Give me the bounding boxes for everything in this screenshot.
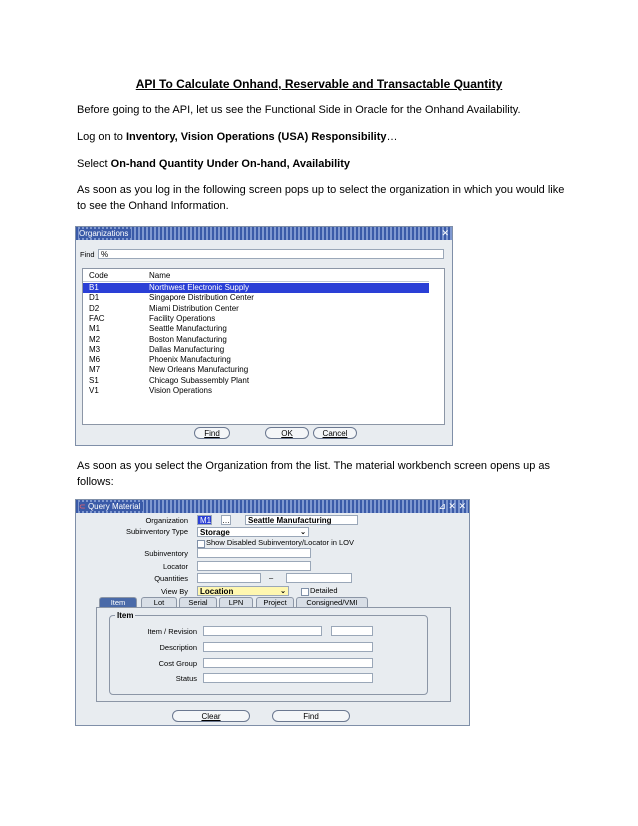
status-label: Status <box>175 674 197 683</box>
clear-button[interactable]: Clear <box>172 710 250 722</box>
tab-consigned-vmi[interactable]: Consigned/VMI <box>296 597 368 608</box>
org-code: M1 <box>89 324 101 334</box>
document-title: API To Calculate Onhand, Reservable and Transactable Quantity <box>135 77 503 91</box>
list-item[interactable] <box>83 293 429 303</box>
organization-name-field: Seattle Manufacturing <box>245 515 358 525</box>
org-code: M2 <box>89 334 101 344</box>
org-name: Facility Operations <box>149 313 216 323</box>
item-revision-label: Item / Revision <box>147 627 197 636</box>
ok-button[interactable]: OK <box>265 427 309 439</box>
revision-field[interactable] <box>331 626 373 636</box>
tab-lot[interactable]: Lot <box>141 597 177 608</box>
quantities-label: Quantities <box>154 574 188 583</box>
tab-project[interactable]: Project <box>256 597 294 608</box>
select-paragraph: Select On-hand Quantity Under On-hand, Availability <box>77 158 351 170</box>
org-code: FAC <box>89 313 105 323</box>
organizations-titlebar <box>76 227 452 240</box>
find-button[interactable]: Find <box>194 427 230 439</box>
list-item[interactable] <box>83 324 429 334</box>
org-name: Singapore Distribution Center <box>149 293 254 303</box>
list-item[interactable] <box>83 335 429 345</box>
column-header-code: Code <box>89 271 109 280</box>
description-field[interactable] <box>203 642 373 652</box>
locator-label: Locator <box>162 562 188 571</box>
detailed-checkbox[interactable] <box>301 588 309 596</box>
org-code: M7 <box>89 365 101 375</box>
quantity-from-field[interactable] <box>197 573 261 583</box>
intro-paragraph: Before going to the API, let us see the Functional Side in Oracle for the Onhand Availability. <box>77 104 521 116</box>
organizations-title: Organizations <box>79 229 131 238</box>
status-field[interactable] <box>203 673 373 683</box>
chevron-down-icon: ⌄ <box>280 588 286 595</box>
cancel-button[interactable]: Cancel <box>313 427 357 439</box>
locator-field[interactable] <box>197 561 311 571</box>
org-name: Dallas Manufacturing <box>149 344 225 354</box>
org-screen-paragraph: As soon as you log in the following screen pops up to select the organization in which you would like to see the Onhand Information. <box>77 184 565 212</box>
list-item[interactable] <box>83 283 429 293</box>
org-code: B1 <box>89 283 99 292</box>
view-by-select[interactable]: Location ⌄ <box>197 586 289 596</box>
query-material-window <box>75 499 470 726</box>
close-icon[interactable]: ✕ <box>441 228 449 238</box>
org-code: M3 <box>89 344 101 354</box>
item-tab-panel <box>96 607 451 702</box>
query-material-titlebar <box>76 500 469 513</box>
subinventory-type-select[interactable]: Storage ⌄ <box>197 527 309 537</box>
item-group-label: Item <box>117 611 134 620</box>
list-item[interactable] <box>83 365 429 375</box>
org-code: S1 <box>89 375 99 385</box>
subinventory-field[interactable] <box>197 548 311 558</box>
query-material-title: ⊂ Query Material <box>79 502 143 511</box>
cost-group-field[interactable] <box>203 658 373 668</box>
find-label: Find <box>80 250 95 259</box>
list-item[interactable] <box>83 355 429 365</box>
org-name: Seattle Manufacturing <box>149 324 227 334</box>
list-item[interactable] <box>83 376 429 386</box>
show-disabled-label: Show Disabled Subinventory/Locator in LOV <box>206 538 355 547</box>
org-name: Northwest Electronic Supply <box>149 283 250 292</box>
chevron-down-icon: ⌄ <box>300 529 306 536</box>
org-code: D2 <box>89 303 100 313</box>
list-item[interactable] <box>83 345 429 355</box>
tab-item[interactable]: Item <box>99 597 137 608</box>
view-by-label: View By <box>161 587 188 596</box>
lov-button[interactable]: … <box>222 516 230 525</box>
subinventory-type-label: Subinventory Type <box>126 527 188 536</box>
list-item[interactable] <box>83 314 429 324</box>
detailed-label: Detailed <box>310 586 338 595</box>
organizations-window <box>75 226 453 446</box>
list-item[interactable] <box>83 386 429 396</box>
subinventory-label: Subinventory <box>144 549 188 558</box>
org-name: Phoenix Manufacturing <box>149 355 231 365</box>
org-code: M6 <box>89 355 101 365</box>
logon-paragraph: Log on to Inventory, Vision Operations (USA) Responsibility… <box>77 131 398 143</box>
find-input[interactable]: % <box>98 249 444 259</box>
organization-label: Organization <box>145 516 188 525</box>
organization-list <box>82 268 445 425</box>
window-controls-icon[interactable]: ⊿ ✕ ✕ <box>438 501 466 511</box>
org-code: D1 <box>89 293 100 303</box>
org-name: Miami Distribution Center <box>149 303 239 313</box>
quantity-range-dash: – <box>269 573 274 582</box>
item-field[interactable] <box>203 626 322 636</box>
org-name: Boston Manufacturing <box>149 334 227 344</box>
organization-code-field[interactable]: M1 <box>197 515 212 525</box>
show-disabled-checkbox[interactable] <box>197 540 205 548</box>
quantity-to-field[interactable] <box>286 573 352 583</box>
description-label: Description <box>159 643 197 652</box>
cost-group-label: Cost Group <box>158 659 197 668</box>
column-header-name: Name <box>149 271 171 280</box>
org-name: New Orleans Manufacturing <box>149 365 249 375</box>
workbench-paragraph: As soon as you select the Organization from the list. The material workbench screen opens up as follows: <box>77 460 551 488</box>
org-name: Vision Operations <box>149 386 212 395</box>
list-item[interactable] <box>83 304 429 314</box>
list-header <box>83 271 429 281</box>
org-name: Chicago Subassembly Plant <box>149 375 250 385</box>
org-code: V1 <box>89 386 99 395</box>
tab-serial[interactable]: Serial <box>179 597 217 608</box>
find-button[interactable]: Find <box>272 710 350 722</box>
tab-lpn[interactable]: LPN <box>219 597 253 608</box>
